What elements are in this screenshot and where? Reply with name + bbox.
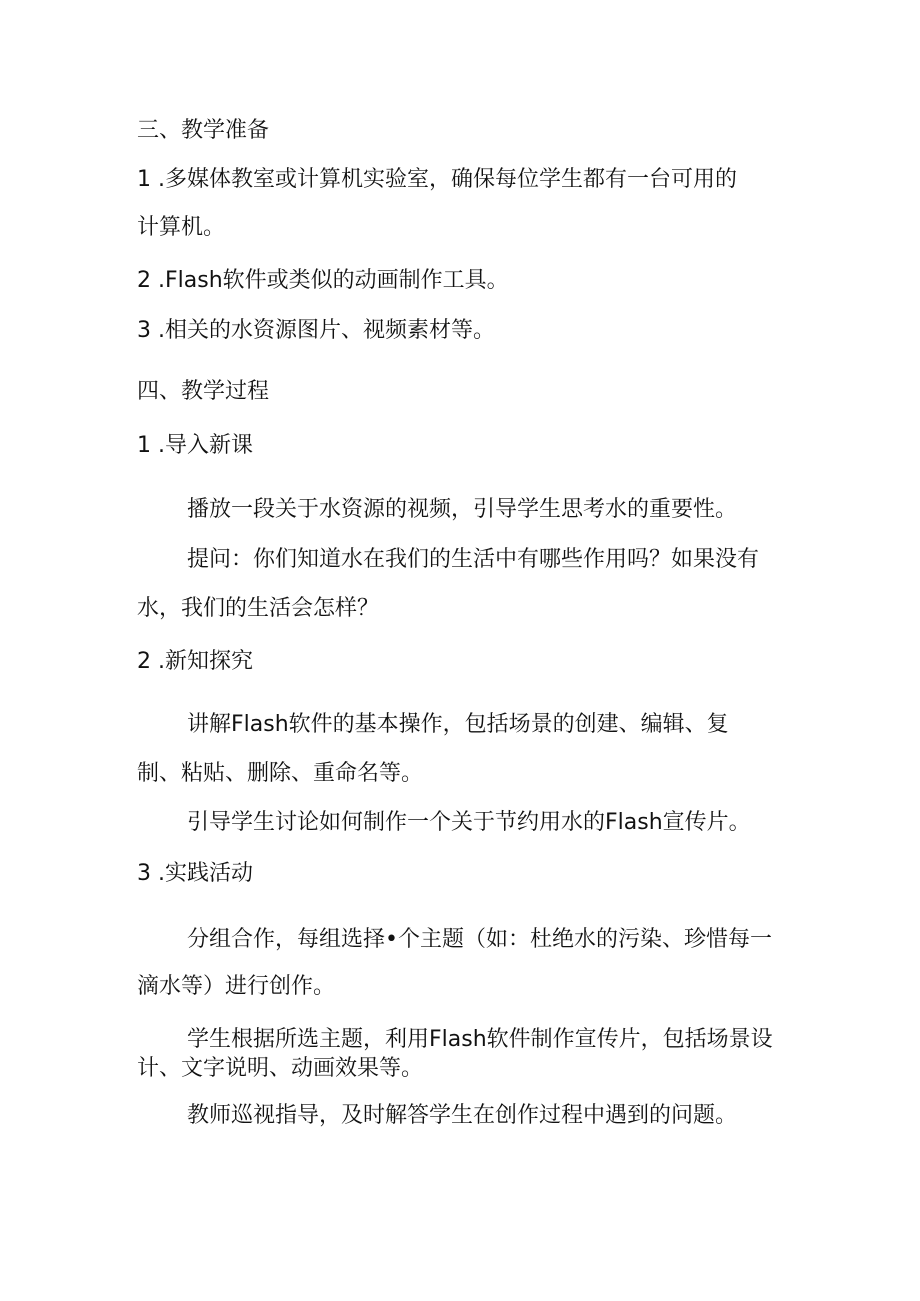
paragraph-1-2-line-1: 提问：你们知道水在我们的生活中有哪些作用吗？如果没有 (187, 547, 760, 572)
list-item-3: 3 .相关的水资源图片、视频素材等。 (137, 318, 495, 343)
step-title-3: 3 .实践活动 (137, 861, 253, 886)
step-title-1: 1 .导入新课 (137, 433, 253, 458)
paragraph-1-2-line-2: 水，我们的生活会怎样？ (137, 596, 380, 621)
step-title-2: 2 .新知探究 (137, 649, 253, 674)
paragraph-3-2-line-2: 计、文字说明、动画效果等。 (137, 1056, 424, 1081)
list-item-1-line-2: 计算机。 (137, 215, 226, 240)
section-heading-preparation: 三、教学准备 (137, 118, 270, 143)
paragraph-2-2: 引导学生讨论如何制作一个关于节约用水的Flash宣传片。 (187, 810, 751, 835)
paragraph-3-2-line-1: 学生根据所选主题，利用Flash软件制作宣传片，包括场景设 (187, 1027, 773, 1052)
paragraph-1-1: 播放一段关于水资源的视频，引导学生思考水的重要性。 (187, 497, 738, 522)
list-item-1-line-1: 1 .多媒体教室或计算机实验室，确保每位学生都有一台可用的 (137, 167, 737, 192)
list-item-2: 2 .Flash软件或类似的动画制作工具。 (137, 268, 509, 293)
paragraph-3-1-line-2: 滴水等）进行创作。 (137, 974, 336, 999)
section-heading-process: 四、教学过程 (137, 379, 270, 404)
paragraph-2-1-line-1: 讲解Flash软件的基本操作，包括场景的创建、编辑、复 (187, 712, 729, 737)
paragraph-2-1-line-2: 制、粘贴、删除、重命名等。 (137, 761, 424, 786)
paragraph-3-1-line-1: 分组合作，每组选择•个主题（如：杜绝水的污染、珍惜每一 (187, 927, 772, 952)
paragraph-3-3: 教师巡视指导，及时解答学生在创作过程中遇到的问题。 (187, 1103, 738, 1128)
